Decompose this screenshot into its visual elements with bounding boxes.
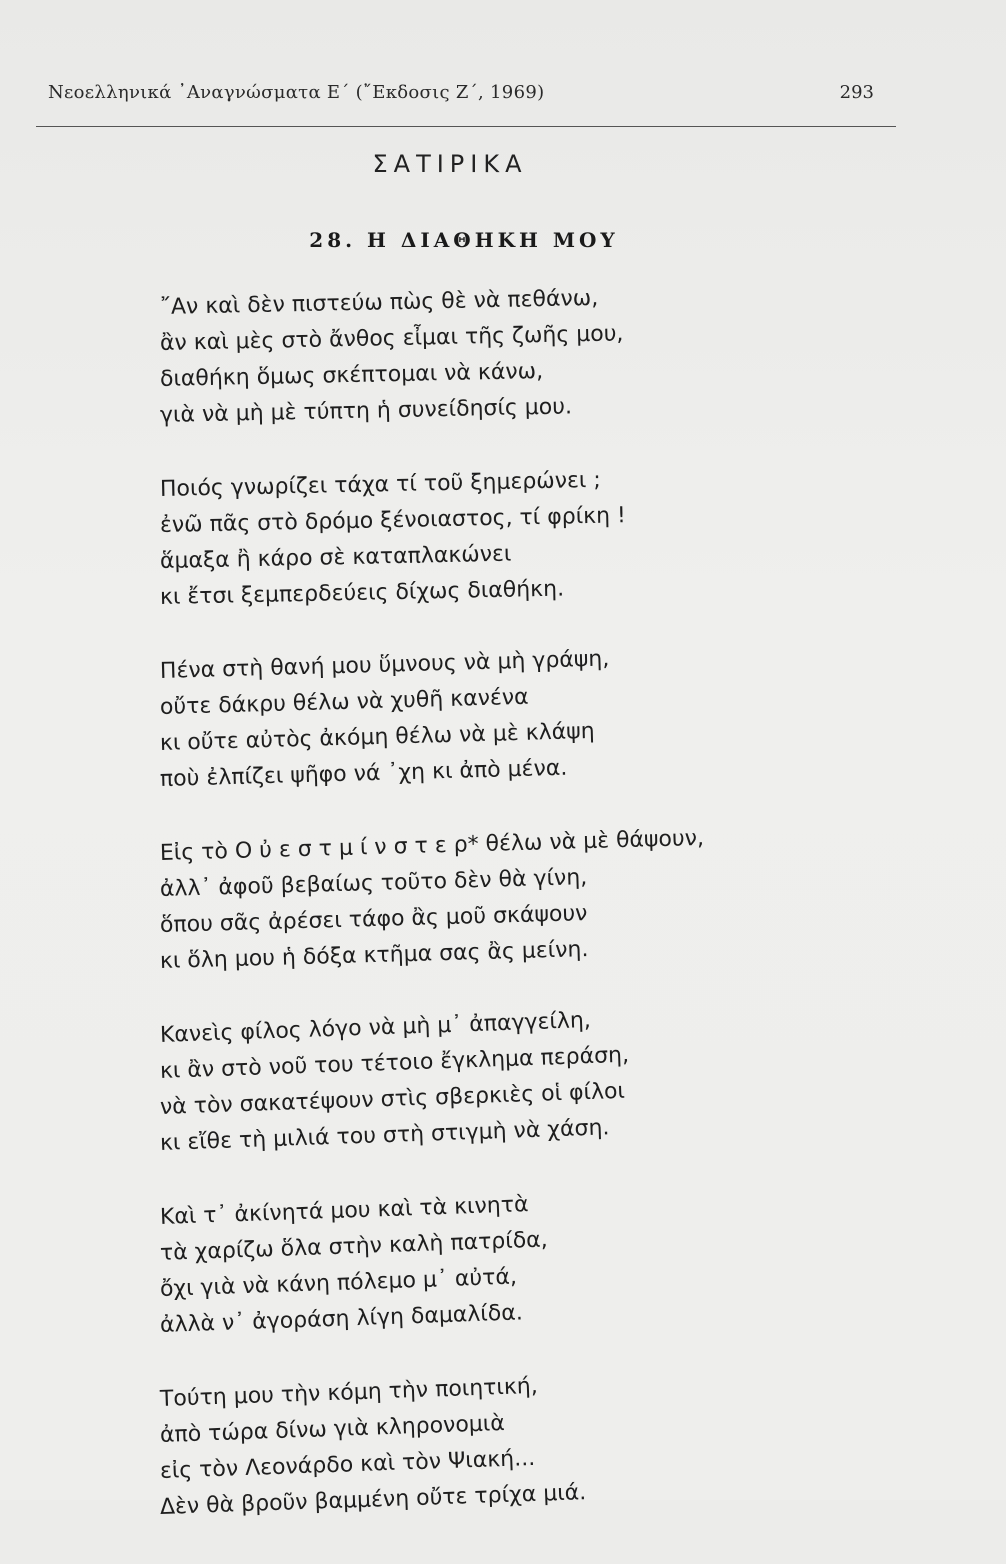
stanza <box>159 1007 780 1162</box>
stanza <box>159 285 780 434</box>
stanza <box>159 825 780 980</box>
poem-line: Καὶ τ᾿ ἀκίνητά μου καὶ τὰ κινητὰ <box>159 1192 529 1230</box>
poem-line: γιὰ νὰ μὴ μὲ τύπτη ἡ συνείδησίς μου. <box>159 394 573 428</box>
poem-line: Τούτη μου τὴν κόμη τὴν ποιητική, <box>159 1373 539 1412</box>
poem-line: ποὺ ἐλπίζει ψῆφο νά ᾿χη κι ἀπὸ μένα. <box>159 755 568 792</box>
section-title: ΣΑΤΙΡΙΚΑ <box>372 150 528 178</box>
running-head <box>48 82 888 110</box>
poem-line: ὄχι γιὰ νὰ κάνη πόλεμο μ᾿ αὐτά, <box>159 1264 518 1302</box>
poem-line: Ποιός γνωρίζει τάχα τί τοῦ ξημερώνει ; <box>159 467 601 502</box>
page-number: 293 <box>839 82 874 103</box>
poem-line: κι ἂν στὸ νοῦ του τέτοιο ἔγκλημα περάση, <box>159 1042 630 1084</box>
running-title: Νεοελληνικά ᾿Αναγνώσματα Ε΄ (῎Εκδοσις Ζ΄, 1969) <box>48 82 545 103</box>
poem-line: κι ὅλη μου ἡ δόξα κτῆμα σας ἂς μείνη. <box>159 937 589 974</box>
poem-line: ὅπου σᾶς ἀρέσει τάφο ἂς μοῦ σκάψουν <box>159 901 588 938</box>
poem-line: διαθήκη ὅμως σκέπτομαι νὰ κάνω, <box>159 358 544 392</box>
stanza <box>159 646 780 798</box>
poem-line: ἅμαξα ἢ κάρο σὲ καταπλακώνει <box>159 541 512 574</box>
poem-line: ἀλλ᾿ ἀφοῦ βεβαίως τοῦτο δὲν θὰ γίνη, <box>159 865 588 902</box>
poem-line: Εἰς τὸ Ο ὐ ε σ τ μ ί ν σ τ ε ρ* θέλω νὰ μὲ θάψουν, <box>159 825 705 866</box>
stanza <box>159 1192 780 1344</box>
poem-line: Πένα στὴ θανή μου ὕμνους νὰ μὴ γράψη, <box>159 646 610 684</box>
poem-body <box>159 285 780 1564</box>
poem-line: εἰς τὸν Λεονάρδο καὶ τὸν Ψιακή... <box>159 1445 536 1484</box>
poem-line: κι οὔτε αὐτὸς ἀκόμη θέλω νὰ μὲ κλάψη <box>159 718 595 756</box>
poem-line: νὰ τὸν σακατέψουν στὶς σβερκιὲς οἱ φίλοι <box>159 1078 626 1120</box>
poem-line: οὔτε δάκρυ θέλω νὰ χυθῆ κανένα <box>159 684 529 720</box>
poem-line: κι ἔτσι ξεμπερδεύεις δίχως διαθήκη. <box>159 576 565 610</box>
poem-line: ἀλλὰ ν᾿ ἀγοράση λίγη δαμαλίδα. <box>159 1300 524 1338</box>
poem-line: τὰ χαρίζω ὅλα στὴν καλὴ πατρίδα, <box>159 1227 549 1266</box>
poem-line: ῎Αν καὶ δὲν πιστεύω πὼς θὲ νὰ πεθάνω, <box>159 285 599 320</box>
poem-line: Δὲν θὰ βροῦν βαμμένη οὔτε τρίχα μιά. <box>159 1480 587 1520</box>
poem-line: Κανεὶς φίλος λόγο νὰ μὴ μ᾿ ἀπαγγείλη, <box>159 1007 592 1048</box>
poem-line: ἐνῶ πᾶς στὸ δρόμο ξένοιαστος, τί φρίκη ! <box>159 503 627 538</box>
poem-line: ἀπὸ τώρα δίνω γιὰ κληρονομιὰ <box>159 1410 506 1448</box>
poem-line: ἂν καὶ μὲς στὸ ἄνθος εἶμαι τῆς ζωῆς μου, <box>159 321 624 356</box>
header-rule <box>36 126 896 127</box>
poem-line: κι εἴθε τὴ μιλιά του στὴ στιγμὴ νὰ χάση. <box>159 1115 610 1156</box>
poem-title: 28. Η ΔΙΑΘΗΚΗ ΜΟΥ <box>309 228 619 252</box>
stanza <box>159 1373 780 1526</box>
stanza <box>159 467 780 616</box>
